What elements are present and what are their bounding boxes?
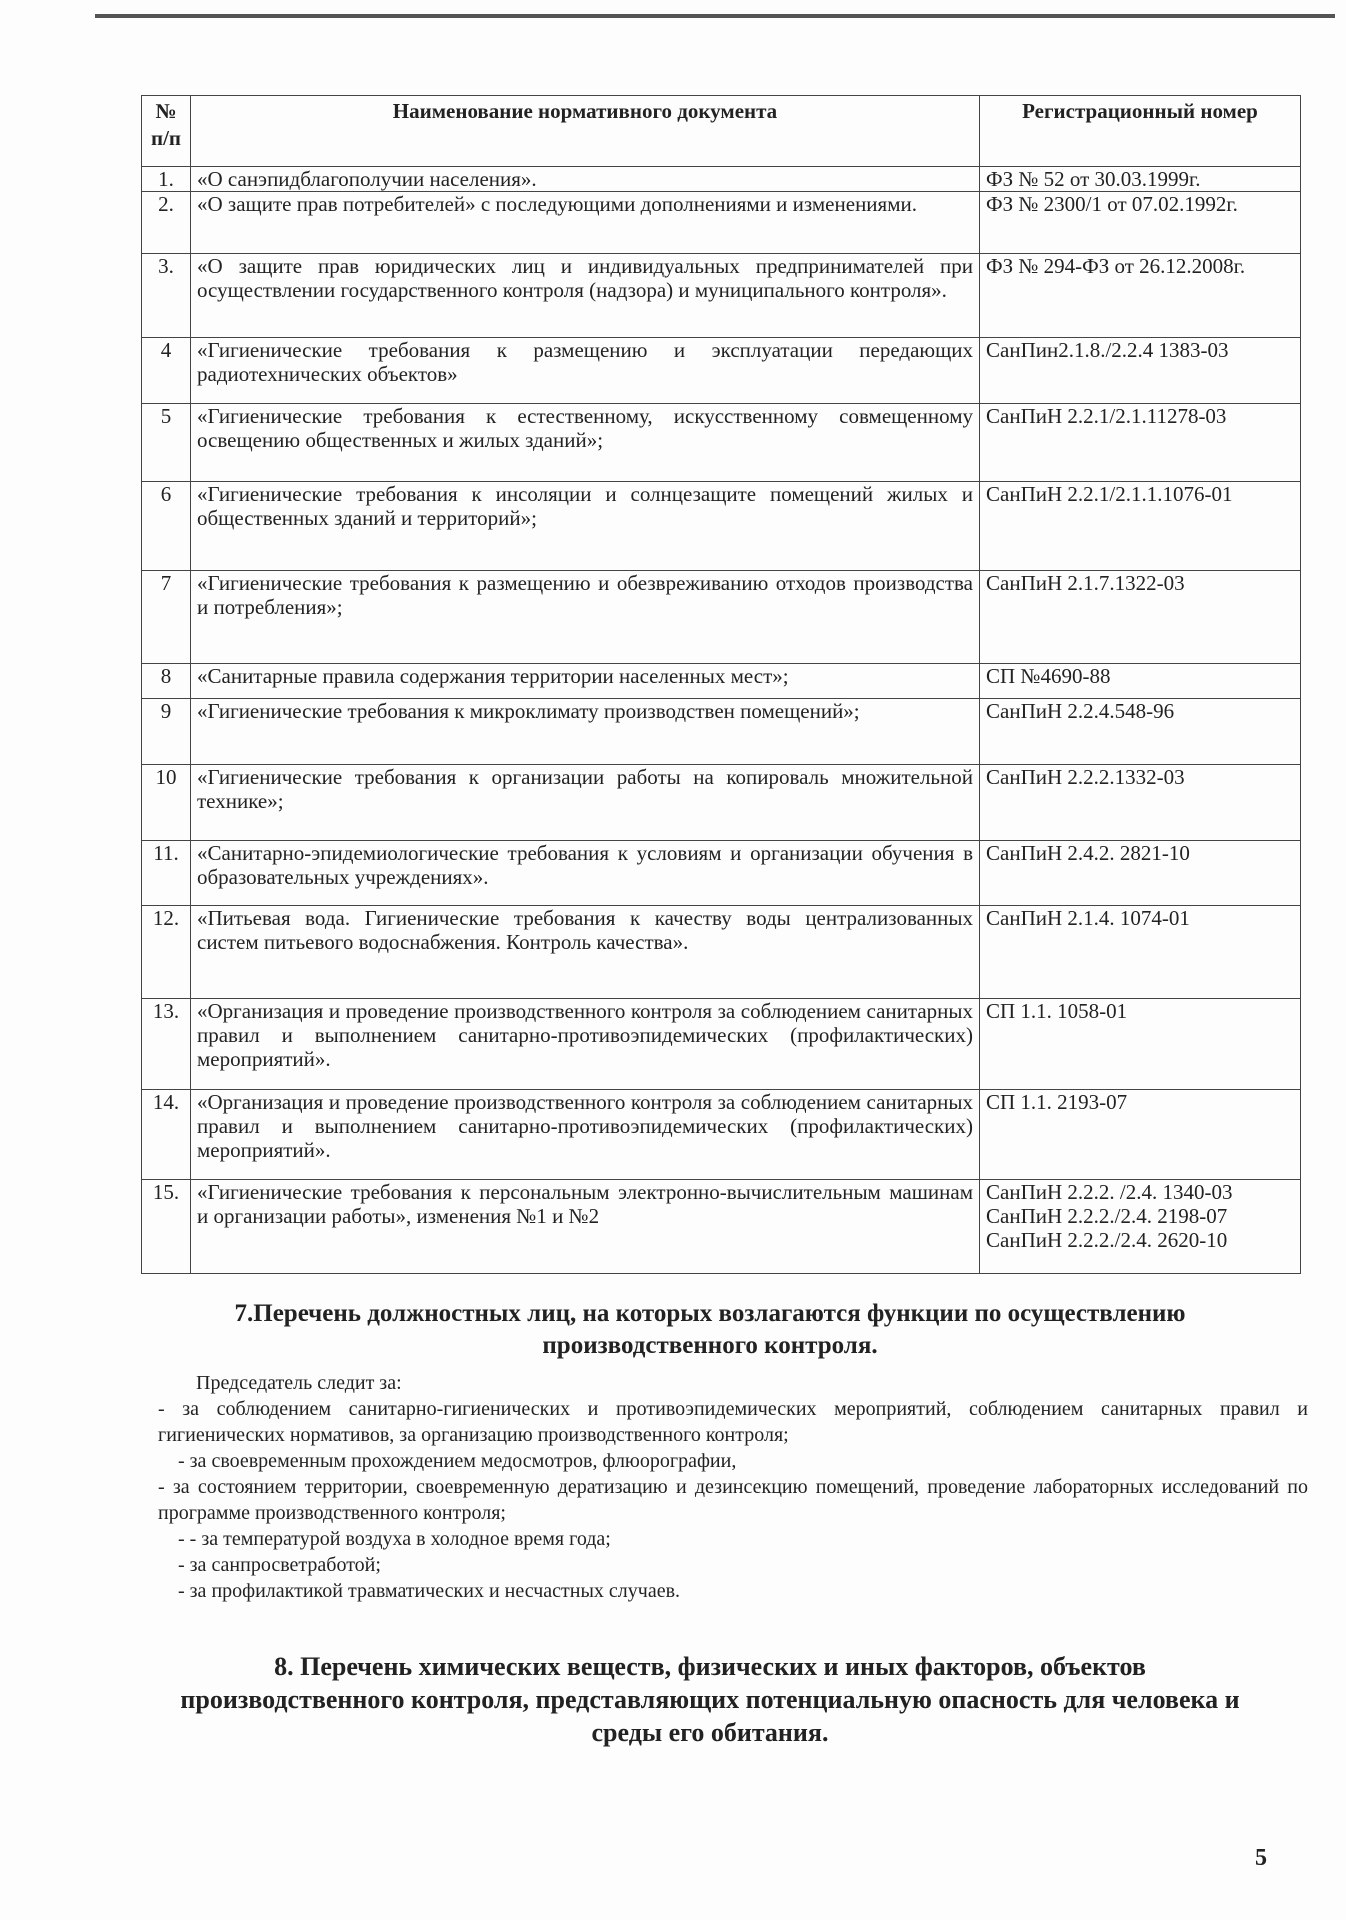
table-row bbox=[142, 254, 1301, 338]
registration-number: ФЗ № 2300/1 от 07.02.1992г. bbox=[980, 192, 1301, 254]
document-name: «Санитарно-эпидемиологические требования к условиям и организации обучения в образовательных учреждениях». bbox=[191, 841, 980, 906]
document-name: «Гигиенические требования к микроклимату производствен помещений»; bbox=[191, 699, 980, 765]
document-name: «Гигиенические требования к естественному, искусственному совмещенному освещению общественных и жилых зданий»; bbox=[191, 404, 980, 482]
row-number: 5 bbox=[142, 404, 191, 482]
row-number: 15. bbox=[142, 1180, 191, 1274]
registration-number: СанПиН 2.2.4.548-96 bbox=[980, 699, 1301, 765]
section-7-line: - за состоянием территории, своевременную дератизацию и дезинсекцию помещений, проведение лабораторных исследований по программе производственного контроля; bbox=[158, 1476, 1308, 1524]
row-number: 1. bbox=[142, 167, 191, 192]
section-8-title: 8. Перечень химических веществ, физических и иных факторов, объектов производственного контроля, представляющих потенциальную опасность для человека и среды его обитания. bbox=[180, 1652, 1240, 1747]
header-number: № п/п bbox=[142, 96, 191, 167]
row-number: 3. bbox=[142, 254, 191, 338]
row-number: 13. bbox=[142, 999, 191, 1090]
row-number: 12. bbox=[142, 906, 191, 999]
section-7-line: - - за температурой воздуха в холодное время года; bbox=[178, 1528, 611, 1550]
table-row bbox=[142, 338, 1301, 404]
registration-number: СанПиН 2.2.1/2.1.1.1076-01 bbox=[980, 482, 1301, 571]
document-name: «Гигиенические требования к инсоляции и солнцезащите помещений жилых и общественных зданий и территорий»; bbox=[191, 482, 980, 571]
table-row bbox=[142, 699, 1301, 765]
section-7-line: - за санпросветработой; bbox=[178, 1554, 381, 1576]
table-row bbox=[142, 999, 1301, 1090]
section-7-body bbox=[158, 1370, 1308, 1604]
registration-number: СанПиН 2.2.2.1332-03 bbox=[980, 765, 1301, 841]
document-name: «Организация и проведение производственного контроля за соблюдением санитарных правил и выполнением санитарно-противоэпидемических (профилактических) мероприятий». bbox=[191, 999, 980, 1090]
table-row bbox=[142, 1180, 1301, 1274]
registration-number: СП 1.1. 1058-01 bbox=[980, 999, 1301, 1090]
table-row bbox=[142, 1090, 1301, 1180]
row-number: 2. bbox=[142, 192, 191, 254]
document-name: «Гигиенические требования к организации работы на копироваль множительной технике»; bbox=[191, 765, 980, 841]
table-row bbox=[142, 841, 1301, 906]
document-name: «О защите прав потребителей» с последующими дополнениями и изменениями. bbox=[191, 192, 980, 254]
table-row bbox=[142, 192, 1301, 254]
table-row bbox=[142, 765, 1301, 841]
table-row bbox=[142, 404, 1301, 482]
row-number: 4 bbox=[142, 338, 191, 404]
table-row bbox=[142, 167, 1301, 192]
registration-number: СанПиН 2.2.2. /2.4. 1340-03 СанПиН 2.2.2./2.4. 2198-07 СанПиН 2.2.2./2.4. 2620-10 bbox=[980, 1180, 1301, 1274]
registration-number: СанПин2.1.8./2.2.4 1383-03 bbox=[980, 338, 1301, 404]
registration-number: СП 1.1. 2193-07 bbox=[980, 1090, 1301, 1180]
table-row bbox=[142, 482, 1301, 571]
header-reg: Регистрационный номер bbox=[980, 96, 1301, 167]
document-name: «Гигиенические требования к размещению и эксплуатации передающих радиотехнических объектов» bbox=[191, 338, 980, 404]
registration-number: СанПиН 2.4.2. 2821-10 bbox=[980, 841, 1301, 906]
table-row bbox=[142, 906, 1301, 999]
section-7-title: 7.Перечень должностных лиц, на которых возлагаются функции по осуществлению производственного контроля. bbox=[234, 1300, 1186, 1359]
section-7-line: Председатель следит за: bbox=[196, 1372, 402, 1394]
registration-number: СанПиН 2.1.4. 1074-01 bbox=[980, 906, 1301, 999]
registration-number: СанПиН 2.2.1/2.1.11278-03 bbox=[980, 404, 1301, 482]
section-7-line: - за профилактикой травматических и несчастных случаев. bbox=[178, 1580, 681, 1602]
header-name: Наименование нормативного документа bbox=[191, 96, 980, 167]
registration-number: ФЗ № 294-ФЗ от 26.12.2008г. bbox=[980, 254, 1301, 338]
row-number: 14. bbox=[142, 1090, 191, 1180]
row-number: 11. bbox=[142, 841, 191, 906]
registration-number: СанПиН 2.1.7.1322-03 bbox=[980, 571, 1301, 664]
document-name: «О защите прав юридических лиц и индивидуальных предпринимателей при осуществлении государственного контроля (надзора) и муниципального контроля». bbox=[191, 254, 980, 338]
row-number: 9 bbox=[142, 699, 191, 765]
document-name: «Гигиенические требования к персональным электронно-вычислительным машинам и организации работы», изменения №1 и №2 bbox=[191, 1180, 980, 1274]
row-number: 8 bbox=[142, 664, 191, 699]
table-row bbox=[142, 664, 1301, 699]
document-name: «Гигиенические требования к размещению и обезвреживанию отходов производства и потребления»; bbox=[191, 571, 980, 664]
document-name: «Санитарные правила содержания территории населенных мест»; bbox=[191, 664, 980, 699]
document-name: «Организация и проведение производственного контроля за соблюдением санитарных правил и выполнением санитарно-противоэпидемических (профилактических) мероприятий». bbox=[191, 1090, 980, 1180]
registration-number: ФЗ № 52 от 30.03.1999г. bbox=[980, 167, 1301, 192]
registration-number: СП №4690-88 bbox=[980, 664, 1301, 699]
row-number: 6 bbox=[142, 482, 191, 571]
row-number: 7 bbox=[142, 571, 191, 664]
table-row bbox=[142, 571, 1301, 664]
document-name: «Питьевая вода. Гигиенические требования к качеству воды централизованных систем питьевого водоснабжения. Контроль качества». bbox=[191, 906, 980, 999]
document-name: «О санэпидблагополучии населения». bbox=[191, 167, 980, 192]
regulations-table bbox=[141, 95, 1301, 1274]
page-number: 5 bbox=[1255, 1845, 1267, 1871]
section-7-line: - за своевременным прохождением медосмотров, флюорографии, bbox=[178, 1450, 737, 1472]
row-number: 10 bbox=[142, 765, 191, 841]
section-7-line: - за соблюдением санитарно-гигиенических и противоэпидемических мероприятий, соблюдением санитарных правил и гигиенических нормативов, за организацию производственного контроля; bbox=[158, 1398, 1308, 1446]
scan-edge-line bbox=[95, 14, 1335, 18]
